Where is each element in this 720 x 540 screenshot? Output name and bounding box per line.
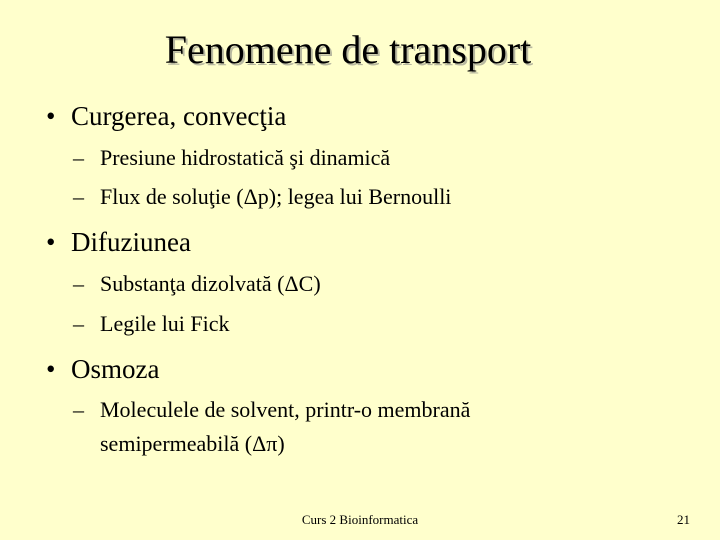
- sub-item-label: semipermeabilă (Δπ): [100, 431, 285, 456]
- sub-item-label: Substanţa dizolvată (ΔC): [100, 271, 321, 296]
- page-number: 21: [677, 512, 690, 527]
- bullet-icon: •: [46, 227, 56, 257]
- bullet-label: Curgerea, convecţia: [71, 101, 287, 131]
- bullet-icon: •: [46, 101, 56, 131]
- sub-item-label: Moleculele de solvent, printr-o membrană: [100, 397, 471, 422]
- slide-title: Fenomene de transport: [164, 27, 532, 72]
- dash-icon: –: [73, 311, 84, 336]
- dash-icon: –: [73, 271, 84, 296]
- bullet-label: Difuziunea: [71, 227, 191, 257]
- dash-icon: –: [73, 145, 84, 170]
- sub-item-label: Flux de soluţie (Δp); legea lui Bernoulli: [100, 184, 452, 209]
- sub-item-label: Presiune hidrostatică şi dinamică: [100, 145, 391, 170]
- bullet-icon: •: [46, 354, 56, 384]
- sub-item-label: Legile lui Fick: [100, 311, 230, 336]
- dash-icon: –: [73, 397, 84, 422]
- dash-icon: –: [73, 184, 84, 209]
- footer-text: Curs 2 Bioinformatica: [301, 512, 419, 527]
- bullet-label: Osmoza: [71, 354, 160, 384]
